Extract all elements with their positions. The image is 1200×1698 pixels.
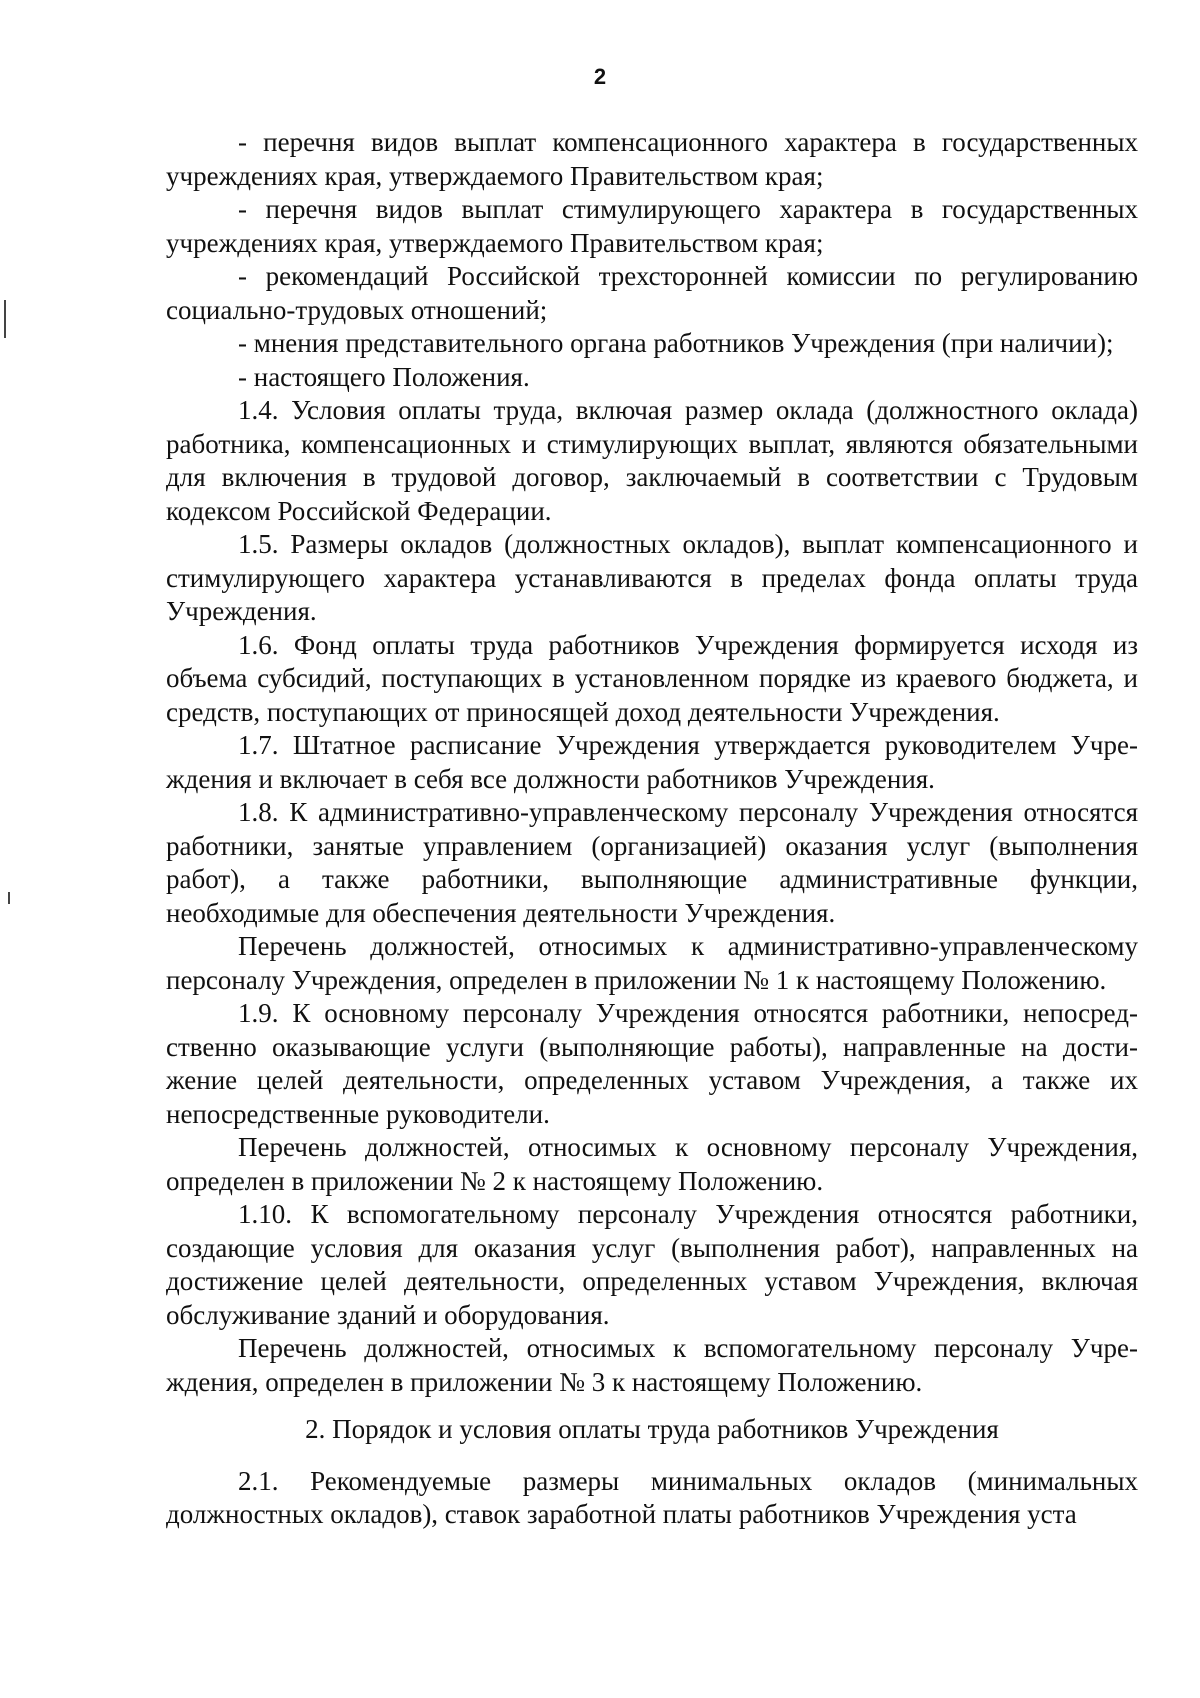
- list-item-this-regulation: - настоящего Положения.: [238, 361, 530, 392]
- clause-1-8-list: Перечень должностей, относимых к административно-управленческому персоналу Учреждения, определен в приложении № 1 к настоящему Положению.: [166, 931, 1138, 995]
- list-item-representative-opinion: - мнения представительного органа работников Учреждения (при наличии);: [238, 328, 1114, 358]
- clause-1-9-list: Перечень должностей, относимых к основному персоналу Учреждения, определен в приложении № 2 к настоящему Положению.: [166, 1132, 1138, 1196]
- clause-1-8: 1.8. К административно-управленческому персоналу Учреждения относятся работники, занятые управлением (организацией) оказания услуг (выполнения работ), а также работники, выполняющие административные функции, необходимые для обеспечения деятельности Учреждения.: [166, 797, 1138, 928]
- list-item-compensation: - перечня видов выплат компенсационного характера в государственных учреждениях края, утверждаемого Правительством края;: [166, 127, 1138, 191]
- page-number: 2: [593, 64, 607, 89]
- clause-1-6: 1.6. Фонд оплаты труда работников Учреждения формируется исходя из объема субсидий, поступающих в установленном порядке из краевого бюджета, и средств, поступающих от приносящей доход деятельности Учреждения.: [166, 629, 1138, 727]
- clause-1-10: 1.10. К вспомогательному персоналу Учреждения относятся работники, создающие условия для оказания услуг (выполнения работ), направленных на достижение целей деятельности, определенных уставом Учреждения, включая обслуживание зданий и оборудования.: [166, 1199, 1138, 1330]
- list-item-stimulating: - перечня видов выплат стимулирующего характера в государственных учреждениях края, утверждаемого Правительством края;: [166, 194, 1138, 258]
- section-heading: 2. Порядок и условия оплаты труда работников Учреждения: [305, 1414, 999, 1444]
- clause-2-1: 2.1. Рекомендуемые размеры минимальных окладов (минимальных должностных окладов), ставок заработной платы работников Учреждения уста: [166, 1465, 1138, 1529]
- clause-1-7: 1.7. Штатное расписание Учреждения утверждается руководителем Учреждения и включает в себя все должности работников Учреждения.: [166, 730, 1138, 794]
- list-item-commission: - рекомендаций Российской трехсторонней комиссии по регулированию социально-трудовых отношений;: [166, 261, 1138, 325]
- clause-1-9: 1.9. К основному персоналу Учреждения относятся работники, непосредственно оказывающие услуги (выполняющие работы), направленные на достижение целей деятельности, определенных уставом Учреждения, а также их непосредственные руководители.: [166, 998, 1138, 1129]
- clause-1-4: 1.4. Условия оплаты труда, включая размер оклада (должностного оклада) работника, компенсационных и стимулирующих выплат, являются обязательными для включения в трудовой договор, заключаемый в соответствии с Трудовым кодексом Российской Федерации.: [166, 395, 1138, 526]
- clause-1-10-list: Перечень должностей, относимых к вспомогательному персоналу Учреждения, определен в приложении № 3 к настоящему Положению.: [166, 1333, 1138, 1397]
- scan-artifact-mark: [8, 892, 10, 904]
- clause-1-5: 1.5. Размеры окладов (должностных окладов), выплат компенсационного и стимулирующего характера устанавливаются в пределах фонда оплаты труда Учреждения.: [166, 529, 1138, 626]
- document-body: [166, 126, 1138, 1532]
- scan-artifact-mark: [4, 300, 6, 338]
